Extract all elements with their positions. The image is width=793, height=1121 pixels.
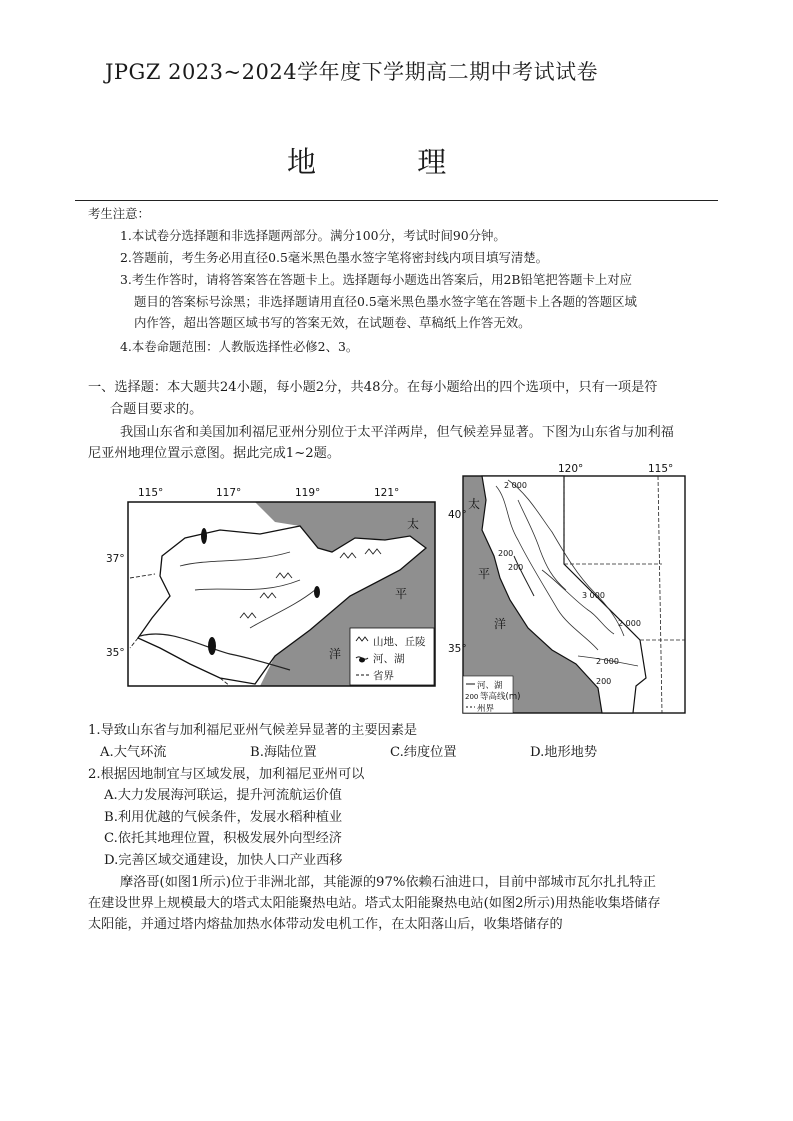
contour-label: 200 [596, 677, 612, 686]
legend-ca-contour: 等高线(m) [480, 692, 521, 702]
sea-label-1: 太 [407, 517, 420, 531]
sea-label-2: 平 [395, 587, 408, 601]
lat-label-35: 35° [106, 647, 125, 659]
question-1-option-a: A.大气环流 [100, 745, 167, 760]
section-heading-line-2: 合题目要求的。 [110, 402, 203, 417]
lon-label-115: 115° [138, 487, 164, 499]
ca-lat-label-35: 35° [448, 643, 467, 655]
passage-1-line-1: 我国山东省和美国加利福尼亚州分别位于太平洋两岸，但气候差异显著。下图为山东省与加利福 [120, 425, 674, 440]
question-1-option-d: D.地形地势 [530, 745, 598, 760]
question-2-stem: 2.根据因地制宜与区域发展，加利福尼亚州可以 [88, 767, 365, 782]
contour-label: 2 000 [596, 657, 619, 666]
ca-sea-label-1: 太 [468, 497, 481, 511]
passage-1-line-2: 尼亚州地理位置示意图。据此完成1~2题。 [88, 446, 341, 461]
notice-item-3-line-3: 内作答，超出答题区域书写的答案无效，在试题卷、草稿纸上作答无效。 [134, 315, 531, 330]
passage-2-line-1: 摩洛哥(如图1所示)位于非洲北部，其能源的97%依赖石油进口，目前中部城市瓦尔扎扎特正 [120, 875, 656, 890]
notice-item-2: 2.答题前，考生务必用直径0.5毫米黑色墨水签字笔将密封线内项目填写清楚。 [120, 250, 549, 265]
question-2-option-c: C.依托其地理位置，积极发展外向型经济 [104, 831, 342, 846]
lat-label-37: 37° [106, 553, 125, 565]
legend-river-lake: 河、湖 [373, 653, 405, 665]
section-heading-line-1: 一、选择题：本大题共24小题，每小题2分，共48分。在每小题给出的四个选项中，只有一项是符 [88, 380, 658, 395]
header-divider [75, 200, 718, 201]
question-2-option-d: D.完善区域交通建设，加快人口产业西移 [104, 853, 343, 868]
contour-label: 3 000 [582, 591, 605, 600]
notice-item-3-line-2: 题目的答案标号涂黑；非选择题请用直径0.5毫米黑色墨水签字笔在答题卡上各题的答题区域 [134, 294, 637, 309]
ca-sea-label-3: 洋 [494, 617, 507, 631]
lon-label-121: 121° [374, 487, 400, 499]
contour-label: 2 000 [504, 481, 527, 490]
exam-title: JPGZ 2023~2024学年度下学期高二期中考试试卷 [105, 60, 599, 84]
notice-item-4: 4.本卷命题范围：人教版选择性必修2、3。 [120, 339, 359, 354]
passage-2-line-2: 在建设世界上规模最大的塔式太阳能聚热电站。塔式太阳能聚热电站(如图2所示)用热能收集塔储存 [88, 896, 661, 911]
question-1-option-b: B.海陆位置 [250, 745, 317, 760]
shandong-map [100, 478, 445, 700]
question-2-option-b: B.利用优越的气候条件，发展水稻种植业 [104, 810, 343, 825]
legend-hills: 山地、丘陵 [373, 636, 426, 648]
question-1-stem: 1.导致山东省与加利福尼亚州气候差异显著的主要因素是 [88, 723, 418, 738]
notice-item-3-line-1: 3.考生作答时，请将答案答在答题卡上。选择题每小题选出答案后，用2B铅笔把答题卡上对应 [120, 272, 633, 287]
legend-boundary: 省界 [373, 670, 394, 682]
ca-lon-label-115: 115° [648, 463, 674, 475]
contour-label: 200 [508, 563, 524, 572]
legend-ca-state-line: 州界 [477, 704, 495, 714]
contour-label: 200 [498, 549, 514, 558]
ca-sea-label-2: 平 [478, 567, 491, 581]
lon-label-119: 119° [295, 487, 321, 499]
legend-ca-marker: 200 [465, 693, 479, 701]
question-1-option-c: C.纬度位置 [390, 745, 457, 760]
notice-item-1: 1.本试卷分选择题和非选择题两部分。满分100分，考试时间90分钟。 [120, 228, 506, 243]
question-2-option-a: A.大力发展海河联运，提升河流航运价值 [104, 788, 342, 803]
ca-lat-label-40: 40° [448, 509, 467, 521]
sea-label-3: 洋 [329, 647, 342, 661]
lon-label-117: 117° [216, 487, 242, 499]
passage-2-line-3: 太阳能，并通过塔内熔盐加热水体带动发电机工作，在太阳落山后，收集塔储存的 [88, 917, 563, 932]
legend-ca-river-lake: 河、湖 [477, 681, 503, 691]
ca-lon-label-120: 120° [558, 463, 584, 475]
subject-title: 地 理 [287, 145, 493, 179]
notice-heading: 考生注意： [88, 206, 150, 221]
contour-label: 2 000 [618, 619, 641, 628]
california-map [448, 460, 693, 720]
